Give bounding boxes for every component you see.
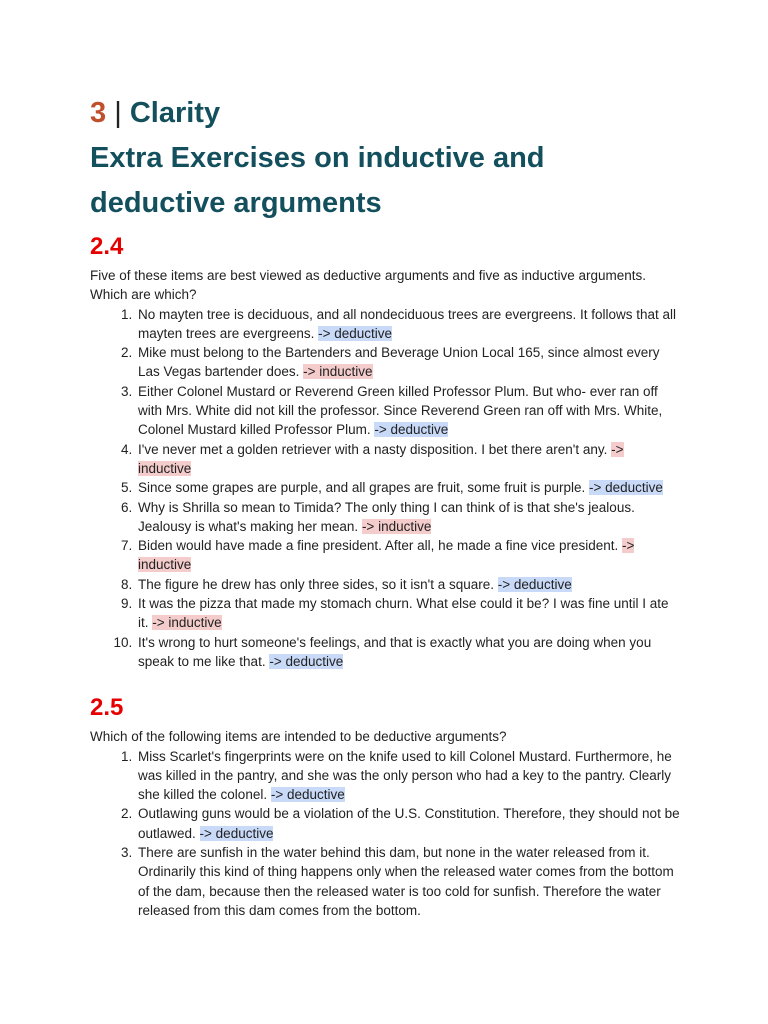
chapter-separator: | xyxy=(114,97,122,129)
answer-highlight: -> deductive xyxy=(269,653,344,669)
section-intro-2-5: Which of the following items are intended to be deductive arguments? xyxy=(90,729,507,745)
answer-highlight: -> deductive xyxy=(270,787,345,803)
exercise-list-2-5 xyxy=(90,747,680,921)
answer-highlight: -> inductive xyxy=(152,615,222,631)
answer-highlight: -> deductive xyxy=(588,480,663,496)
chapter-number: 3 xyxy=(90,97,107,129)
exercise-list-2-4 xyxy=(90,305,680,672)
list-item: 3. There are sunfish in the water behind this dam, but none in the water released from it. Ordinarily this kind of thing happens only when the released water comes from the bottom of the dam, because then the released water is too cold for sunfish. Therefore the water released from this dam comes from the bottom. xyxy=(136,843,680,920)
list-item: 7. Biden would have made a fine president. After all, he made a fine vice president. -> inductive xyxy=(136,536,680,575)
answer-highlight: -> inductive xyxy=(361,518,432,534)
chapter-heading xyxy=(90,94,680,132)
list-item: 2. Mike must belong to the Bartenders and Beverage Union Local 165, since almost every Las Vegas bartender does. -> inductive xyxy=(136,343,680,382)
section-title-2-4: 2.4 xyxy=(90,233,124,260)
answer-highlight: -> deductive xyxy=(374,422,449,438)
answer-highlight: -> inductive xyxy=(138,441,624,476)
list-item: 8. The figure he drew has only three sides, so it isn't a square. -> deductive xyxy=(136,575,680,594)
list-item: 1. No mayten tree is deciduous, and all nondeciduous trees are evergreens. It follows that all mayten trees are evergreens. -> deductive xyxy=(136,305,680,344)
list-item: 2. Outlawing guns would be a violation of the U.S. Constitution. Therefore, they should not be outlawed. -> deductive xyxy=(136,804,680,843)
section-intro-2-4: Five of these items are best viewed as deductive arguments and five as inductive arguments. Which are which? xyxy=(90,268,647,303)
list-item: 3. Either Colonel Mustard or Reverend Green killed Professor Plum. But who- ever ran off with Mrs. White did not kill the professor. Since Reverend Green ran off with Mrs. White, Colonel Mustard killed Professor Plum. -> deductive xyxy=(136,382,680,440)
answer-highlight: -> inductive xyxy=(138,538,635,573)
answer-highlight: -> deductive xyxy=(318,325,393,341)
answer-highlight: -> deductive xyxy=(497,576,572,592)
list-item: 10. It's wrong to hurt someone's feelings, and that is exactly what you are doing when you speak to me like that. -> deductive xyxy=(136,633,680,672)
list-item: 6. Why is Shrilla so mean to Timida? The only thing I can think of is that she's jealous. Jealousy is what's making her mean. -> inductive xyxy=(136,498,680,537)
list-item: 5. Since some grapes are purple, and all grapes are fruit, some fruit is purple. -> deductive xyxy=(136,478,680,497)
list-item: 1. Miss Scarlet's fingerprints were on the knife used to kill Colonel Mustard. Furthermore, he was killed in the pantry, and she was the only person who had a key to the pantry. Clearly she killed the colonel. -> deductive xyxy=(136,747,680,805)
list-item: 4. I've never met a golden retriever with a nasty disposition. I bet there aren't any. -> inductive xyxy=(136,440,680,479)
document-subtitle: Extra Exercises on inductive and deductive arguments xyxy=(90,142,545,219)
chapter-title: Clarity xyxy=(129,97,221,129)
list-item: 9. It was the pizza that made my stomach churn. What else could it be? I was fine until I ate it. -> inductive xyxy=(136,594,680,633)
answer-highlight: -> deductive xyxy=(199,825,274,841)
answer-highlight: -> inductive xyxy=(303,364,373,380)
section-title-2-5: 2.5 xyxy=(90,694,124,722)
